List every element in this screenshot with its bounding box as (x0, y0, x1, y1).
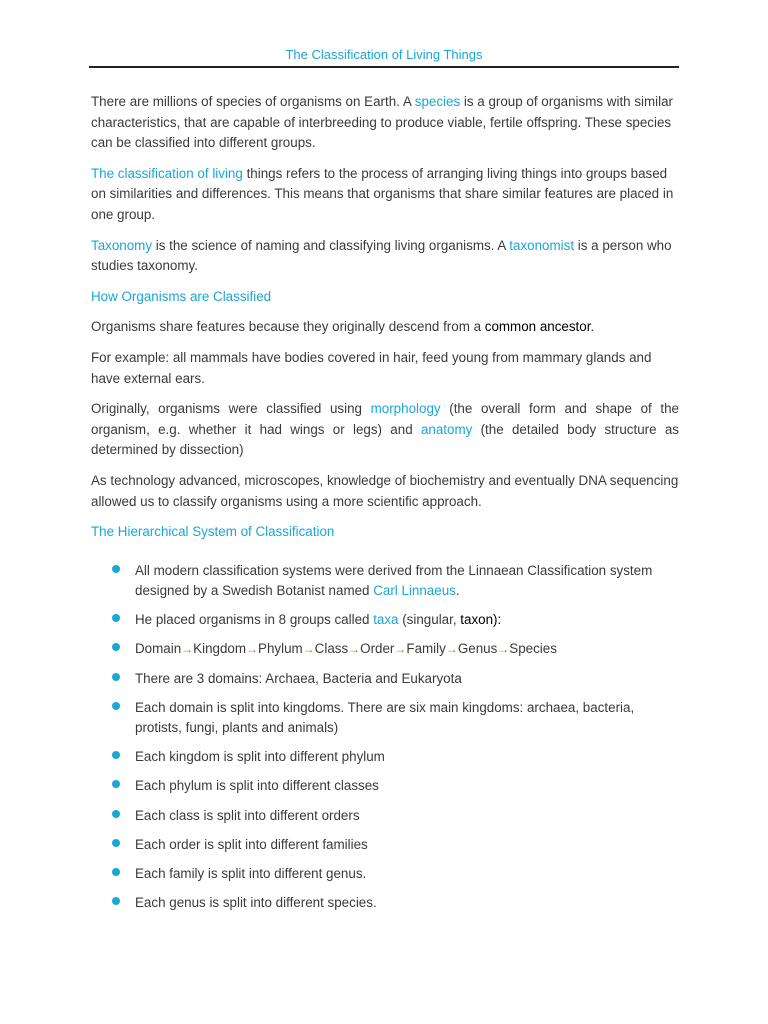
bullet-icon (112, 839, 120, 847)
term-taxa: taxa (373, 612, 399, 628)
arrow-right-icon: → (445, 642, 458, 657)
term-anatomy: anatomy (420, 421, 473, 437)
text: (singular, (398, 612, 461, 628)
list-item (91, 561, 679, 601)
text: There are millions of species of organisms on Earth. A (91, 94, 415, 109)
paragraph-technology: As technology advanced, microscopes, knowledge of biochemistry and eventually DNA sequencing allowed us to classify organisms using a more scientific approach. (91, 472, 679, 509)
text: Each kingdom is split into different phylum (135, 749, 385, 765)
header-divider (89, 66, 679, 68)
arrow-right-icon: → (394, 642, 407, 657)
hierarchy-sequence (135, 641, 557, 656)
list-item (91, 893, 679, 913)
arrow-right-icon: → (348, 642, 361, 657)
intro-paragraph-species (91, 92, 679, 154)
text: Each class is split into different orders (135, 807, 360, 823)
text: Organisms share features because they originally descend from a (91, 319, 485, 335)
text: is a person who studies taxonomy. (91, 237, 672, 274)
paragraph-morphology-anatomy (91, 399, 679, 461)
hierarchy-rank: Kingdom (193, 641, 247, 657)
term-classification: The classification of living (91, 165, 243, 181)
text: Each phylum is split into different classes (135, 778, 379, 794)
text: Each genus is split into different species. (135, 895, 377, 911)
text: Each domain is split into kingdoms. There are six main kingdoms: archaea, bacteria, protists, fungi, plants and animals) (135, 699, 635, 735)
bullet-icon (112, 810, 120, 818)
hierarchy-rank: Class (314, 641, 349, 657)
text: Each order is split into different families (135, 836, 368, 852)
bullet-icon (112, 673, 120, 681)
list-item (91, 669, 679, 689)
list-item (91, 610, 679, 630)
text: There are 3 domains: Archaea, Bacteria and Eukaryota (135, 670, 462, 686)
bullet-icon (112, 897, 120, 905)
bullet-icon (112, 643, 120, 651)
paragraph-common-ancestor (91, 317, 679, 338)
text: Originally, organisms were classified using (91, 401, 371, 417)
list-item (91, 698, 679, 738)
arrow-right-icon: → (302, 642, 315, 657)
bullet-icon (112, 751, 120, 759)
section-heading-hierarchical-system: The Hierarchical System of Classification (91, 524, 335, 540)
term-carl-linnaeus: Carl Linnaeus (373, 582, 456, 598)
text: is the science of naming and classifying living organisms. A (152, 237, 510, 253)
text: All modern classification systems were derived from the Linnaean Classification system designed by a Swedish Botanist named (135, 562, 653, 598)
text: Each family is split into different genus. (135, 865, 367, 881)
classification-bullet-list (91, 561, 679, 914)
term-taxon: taxon): (460, 612, 502, 628)
section-heading-how-classified: How Organisms are Classified (91, 288, 272, 304)
text: . (590, 319, 595, 335)
arrow-right-icon: → (497, 642, 510, 657)
list-item (91, 864, 679, 884)
hierarchy-rank: Family (406, 641, 446, 657)
document-body (91, 92, 679, 922)
text: He placed organisms in 8 groups called (135, 612, 374, 628)
bullet-icon (112, 614, 120, 622)
text: (the overall form and shape of the organism, e.g. whether it had wings or legs) and (91, 401, 679, 437)
text: is a group of organisms with similar characteristics, that are capable of interbreeding to produce viable, fertile offspring. These species can be classified into different groups. (91, 94, 674, 151)
list-item (91, 747, 679, 767)
term-taxonomy: Taxonomy (91, 237, 153, 253)
intro-paragraph-classification (91, 164, 679, 226)
hierarchy-rank: Order (360, 641, 395, 657)
page-header-title: The Classification of Living Things (285, 47, 483, 62)
bullet-icon (112, 868, 120, 876)
bullet-icon (112, 702, 120, 710)
hierarchy-rank: Species (509, 641, 557, 657)
bullet-icon (112, 780, 120, 788)
list-item-hierarchy (91, 639, 679, 659)
bullet-icon (112, 565, 120, 573)
list-item (91, 806, 679, 826)
term-common-ancestor: common ancestor (484, 319, 591, 335)
arrow-right-icon: → (246, 642, 259, 657)
list-item (91, 776, 679, 796)
paragraph-mammals-example: For example: all mammals have bodies covered in hair, feed young from mammary glands and have external ears. (91, 349, 652, 386)
term-taxonomist: taxonomist (509, 237, 575, 253)
term-morphology: morphology (370, 401, 441, 417)
hierarchy-rank: Phylum (258, 641, 303, 657)
text: . (455, 582, 460, 598)
term-species: species (414, 94, 461, 109)
text: (the detailed body structure as determined by dissection) (91, 421, 680, 458)
arrow-right-icon: → (181, 642, 194, 657)
intro-paragraph-taxonomy (91, 236, 679, 277)
hierarchy-rank: Genus (457, 641, 498, 657)
hierarchy-rank: Domain (135, 641, 182, 657)
text: things refers to the process of arranging living things into groups based on similarities and differences. This means that organisms that share similar features are placed in one group. (91, 165, 674, 222)
list-item (91, 835, 679, 855)
